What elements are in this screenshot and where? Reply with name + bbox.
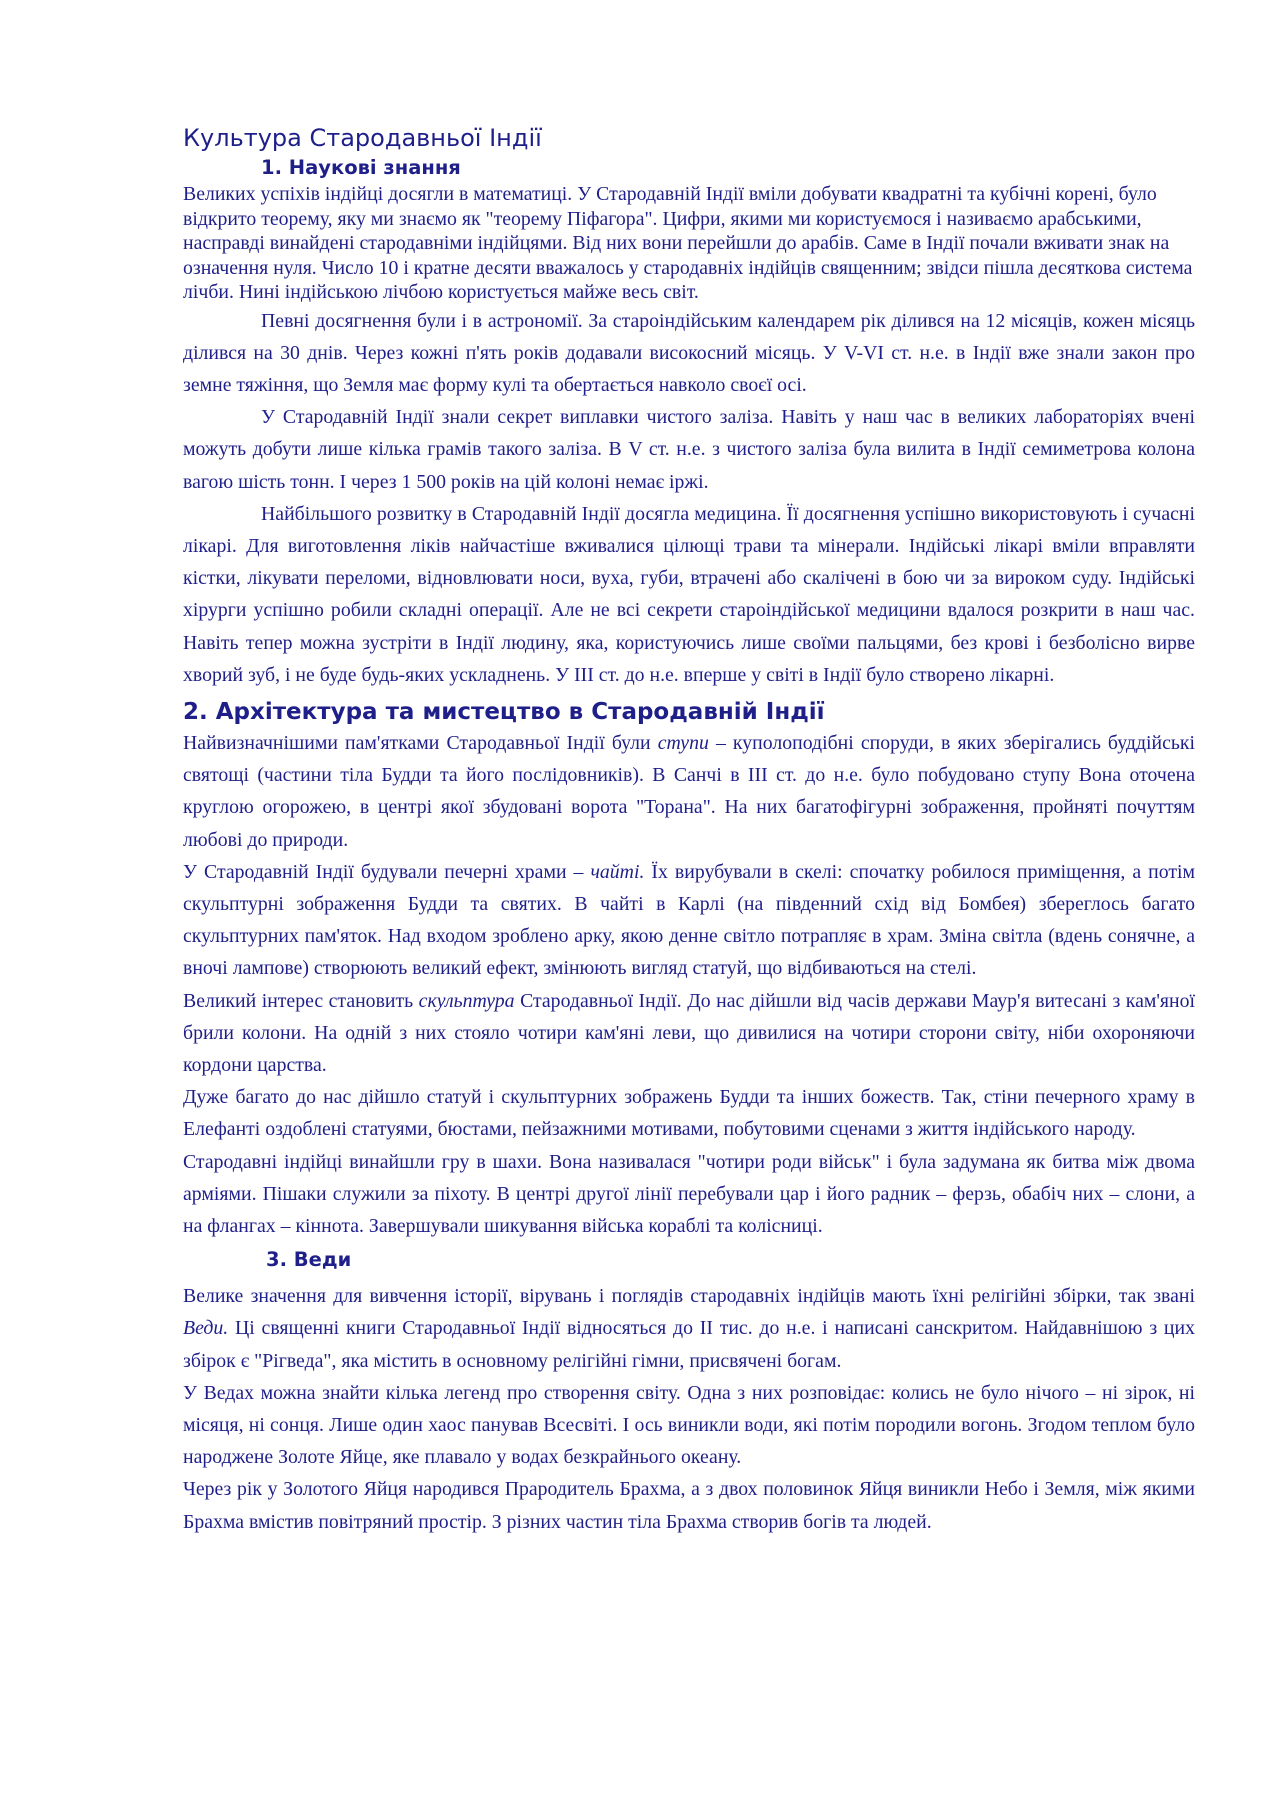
paragraph-cave-temples	[183, 856, 1195, 985]
section-heading-architecture: 2. Архітектура та мистецтво в Стародавній Індії	[183, 698, 825, 725]
text-run: Стародавньої Індії. До нас дійшли від часів держави Маур'я витесані з кам'яної брили колони. На одній з них стояло чотири кам'яні леви, що дивилися на чотири сторони світу, ніби охороняючи кордони царства.	[183, 989, 1195, 1076]
document-body	[183, 122, 1195, 1538]
emphasis-term: Веди.	[183, 1317, 229, 1340]
emphasis-term: ступи	[657, 731, 709, 754]
text-run: Великий інтерес становить	[183, 989, 419, 1012]
paragraph-creation-legend: У Ведах можна знайти кілька легенд про створення світу. Одна з них розповідає: колись не було нічого – ні зірок, ні місяця, ні сонця. Лише один хаос панував Всесвіті. І ось виникли води, які потім породили вогонь. Згодом теплом було народжене Золоте Яйце, яке плавало у водах безкрайнього океану.	[183, 1381, 1195, 1469]
paragraph-brahma: Через рік у Золотого Яйця народився Прародитель Брахма, а з двох половинок Яйця виникли Небо і Земля, між якими Брахма вмістив повітряний простір. З різних частин тіла Брахма створив богів та людей.	[183, 1478, 1195, 1533]
paragraph-sculpture	[183, 985, 1195, 1082]
paragraph-medicine: Найбільшого розвитку в Стародавній Індії досягла медицина. Її досягнення успішно використовують і сучасні лікарі. Для виготовлення ліків найчастіше вживалися цілющі трави та мінерали. Індійські лікарі вміли вправляти кістки, лікувати переломи, відновлювати носи, вуха, губи, втрачені або скалічені в бою чи за вироком суду. Індійські хірурги успішно робили складні операції. Але не всі секрети староіндійської медицини вдалося розкрити в наш час. Навіть тепер можна зустріти в Індії людину, яка, користуючись лише своїми пальцями, без крові і безболісно вирве хворий зуб, і не буде будь-яких ускладнень. У ІІІ ст. до н.е. вперше у світі в Індії було створено лікарні.	[183, 502, 1195, 686]
text-run: Велике значення для вивчення історії, вірувань і поглядів стародавніх індійців мають їхні релігійні збірки, так звані	[183, 1285, 1195, 1308]
paragraph-statues: Дуже багато до нас дійшло статуй і скульптурних зображень Будди та інших божеств. Так, стіни печерного храму в Елефанті оздоблені статуями, бюстами, пейзажними мотивами, побутовими сценами з життя індійського народу.	[183, 1086, 1195, 1141]
section-heading-vedas: 3. Веди	[266, 1248, 352, 1272]
emphasis-term: скульптура	[418, 989, 515, 1012]
emphasis-term: чайті.	[590, 860, 645, 883]
text-run: У Стародавній Індії будували печерні храми –	[183, 860, 591, 883]
text-run: Найвизначнішими пам'ятками Стародавньої Індії були	[183, 731, 658, 754]
paragraph-stupas	[183, 727, 1195, 856]
paragraph-mathematics: Великих успіхів індійці досягли в математиці. У Стародавній Індії вміли добувати квадратні та кубічні корені, було відкрито теорему, яку ми знаємо як "теорему Піфагора". Цифри, якими ми користуємося і називаємо арабськими, насправді винайдені стародавніми індійцями. Від них вони перейшли до арабів. Саме в Індії почали вживати знак на означення нуля. Число 10 і кратне десяти вважалось у стародавніх індійців священним; звідси пішла десяткова система лічби. Нині індійською лічбою користується майже весь світ.	[183, 183, 1193, 303]
paragraph-astronomy: Певні досягнення були і в астрономії. За староіндійським календарем рік ділився на 12 місяців, кожен місяць ділився на 30 днів. Через кожні п'ять років додавали високосний місяць. У V-VI ст. н.е. в Індії вже знали закон про земне тяжіння, що Земля має форму кулі та обертається навколо своєї осі.	[183, 309, 1195, 396]
paragraph-chess: Стародавні індійці винайшли гру в шахи. Вона називалася "чотири роди військ" і була задумана як битва між двома арміями. Пішаки служили за піхоту. В центрі другої лінії перебували цар і його радник – ферзь, обабіч них – слони, а на флангах – кіннота. Завершували шикування війська кораблі та колісниці.	[183, 1150, 1195, 1237]
text-run: Ці священні книги Стародавньої Індії відносяться до ІІ тис. до н.е. і написані санскритом. Найдавнішою з цих збірок є "Рігведа", яка містить в основному релігійні гімни, присвячені богам.	[183, 1317, 1195, 1372]
document-title: Культура Стародавньої Індії	[183, 124, 542, 152]
text-run: Їх вирубували в скелі: спочатку робилося приміщення, а потім скульптурні зображення Будди та святих. В чайті в Карлі (на південний схід від Бомбея) збереглось багато скульптурних пам'яток. Над входом зроблено арку, якою денне світло потрапляє в храм. Зміна світла (вдень сонячне, а вночі лампове) створюють великий ефект, змінюють вигляд статуй, що відбиваються на стелі.	[183, 860, 1196, 980]
paragraph-vedas-intro	[183, 1280, 1195, 1377]
section-heading-science: 1. Наукові знання	[261, 156, 461, 179]
paragraph-iron: У Стародавній Індії знали секрет виплавки чистого заліза. Навіть у наш час в великих лабораторіях вчені можуть добути лише кілька грамів такого заліза. В V ст. н.е. з чистого заліза була вилита в Індії семиметрова колона вагою шість тонн. І через 1 500 років на цій колоні немає іржі.	[183, 406, 1195, 493]
text-run: – куполоподібні споруди, в яких зберігались буддійські святощі (частини тіла Будди та його послідовників). В Санчі в ІІІ ст. до н.е. було побудовано ступу Вона оточена круглою огорожею, в центрі якої збудовані ворота "Торана". На них багатофігурні зображення, пройняті почуттям любові до природи.	[183, 731, 1195, 851]
